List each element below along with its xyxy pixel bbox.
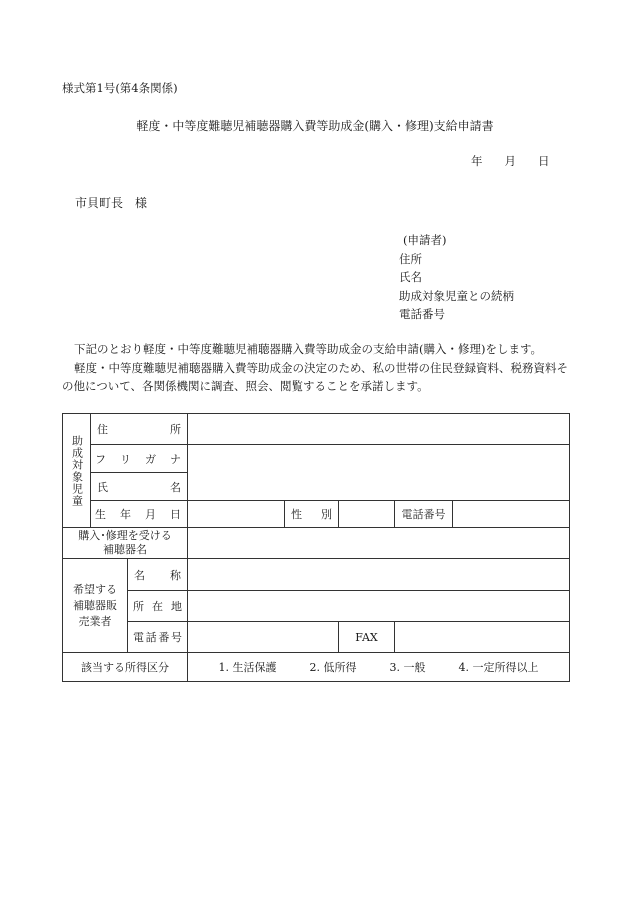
child-group-label: 助成対象児童 <box>63 414 91 528</box>
income-option-1[interactable]: 1. 生活保護 <box>218 661 277 674</box>
child-name-label: 氏 名 <box>91 473 188 501</box>
table-row <box>63 414 570 445</box>
vendor-name-label: 名 称 <box>128 559 188 591</box>
body-line-2: 軽度・中等度難聴児補聴器購入費等助成金の決定のため、私の世帯の住民登録資料、税務資料その他について、各関係機関に調査、照会、閲覧することを承諾します。 <box>62 360 569 393</box>
child-furigana-label: フ リ ガ ナ <box>91 445 188 473</box>
applicant-address-label: 住所 <box>399 251 422 266</box>
child-name-field[interactable] <box>188 445 570 501</box>
income-category-label: 該当する所得区分 <box>63 653 188 682</box>
applicant-header: (申請者) <box>403 233 447 247</box>
income-category-options <box>188 653 570 682</box>
child-phone-field[interactable] <box>453 501 570 528</box>
table-row <box>63 501 570 528</box>
application-table <box>62 413 570 682</box>
vendor-fax-field[interactable] <box>395 622 570 653</box>
page-title: 軽度・中等度難聴児補聴器購入費等助成金(購入・修理)支給申請書 <box>136 119 494 133</box>
device-name-label: 購入･修理を受ける 補聴器名 <box>63 528 188 559</box>
date-month: 月 <box>504 154 516 168</box>
vendor-name-field[interactable] <box>188 559 570 591</box>
table-row <box>63 445 570 473</box>
date-year: 年 <box>471 154 483 168</box>
device-name-field[interactable] <box>188 528 570 559</box>
date-field <box>471 153 550 169</box>
child-address-field[interactable] <box>188 414 570 445</box>
addressee: 市貝町長 様 <box>75 196 148 210</box>
vendor-location-field[interactable] <box>188 591 570 622</box>
vendor-phone-field[interactable] <box>188 622 339 653</box>
applicant-phone-label: 電話番号 <box>399 307 445 321</box>
vendor-fax-label: FAX <box>339 622 395 653</box>
child-gender-field[interactable] <box>339 501 395 528</box>
child-address-label: 住 所 <box>91 414 188 445</box>
applicant-block <box>399 231 514 324</box>
income-option-4[interactable]: 4. 一定所得以上 <box>458 661 539 674</box>
child-phone-label: 電話番号 <box>395 501 453 528</box>
table-row <box>63 653 570 682</box>
applicant-name-label: 氏名 <box>399 270 422 284</box>
child-birthdate-label: 生 年 月 日 <box>91 501 188 528</box>
vendor-group-label: 希望する 補聴器販 売業者 <box>63 559 128 653</box>
table-row <box>63 528 570 559</box>
vendor-location-label: 所 在 地 <box>128 591 188 622</box>
body-text <box>62 340 570 396</box>
table-row <box>63 591 570 622</box>
vendor-phone-label: 電 話 番 号 <box>128 622 188 653</box>
table-row <box>63 559 570 591</box>
child-gender-label: 性 別 <box>285 501 339 528</box>
body-line-1: 下記のとおり軽度・中等度難聴児補聴器購入費等助成金の支給申請(購入・修理)をします。 <box>74 342 543 356</box>
income-option-3[interactable]: 3. 一般 <box>389 661 426 674</box>
income-option-2[interactable]: 2. 低所得 <box>309 661 357 674</box>
table-row <box>63 622 570 653</box>
applicant-relation-label: 助成対象児童との続柄 <box>399 288 514 303</box>
form-number: 様式第1号(第4条関係) <box>62 81 178 95</box>
child-birthdate-field[interactable] <box>188 501 285 528</box>
date-day: 日 <box>538 154 550 168</box>
